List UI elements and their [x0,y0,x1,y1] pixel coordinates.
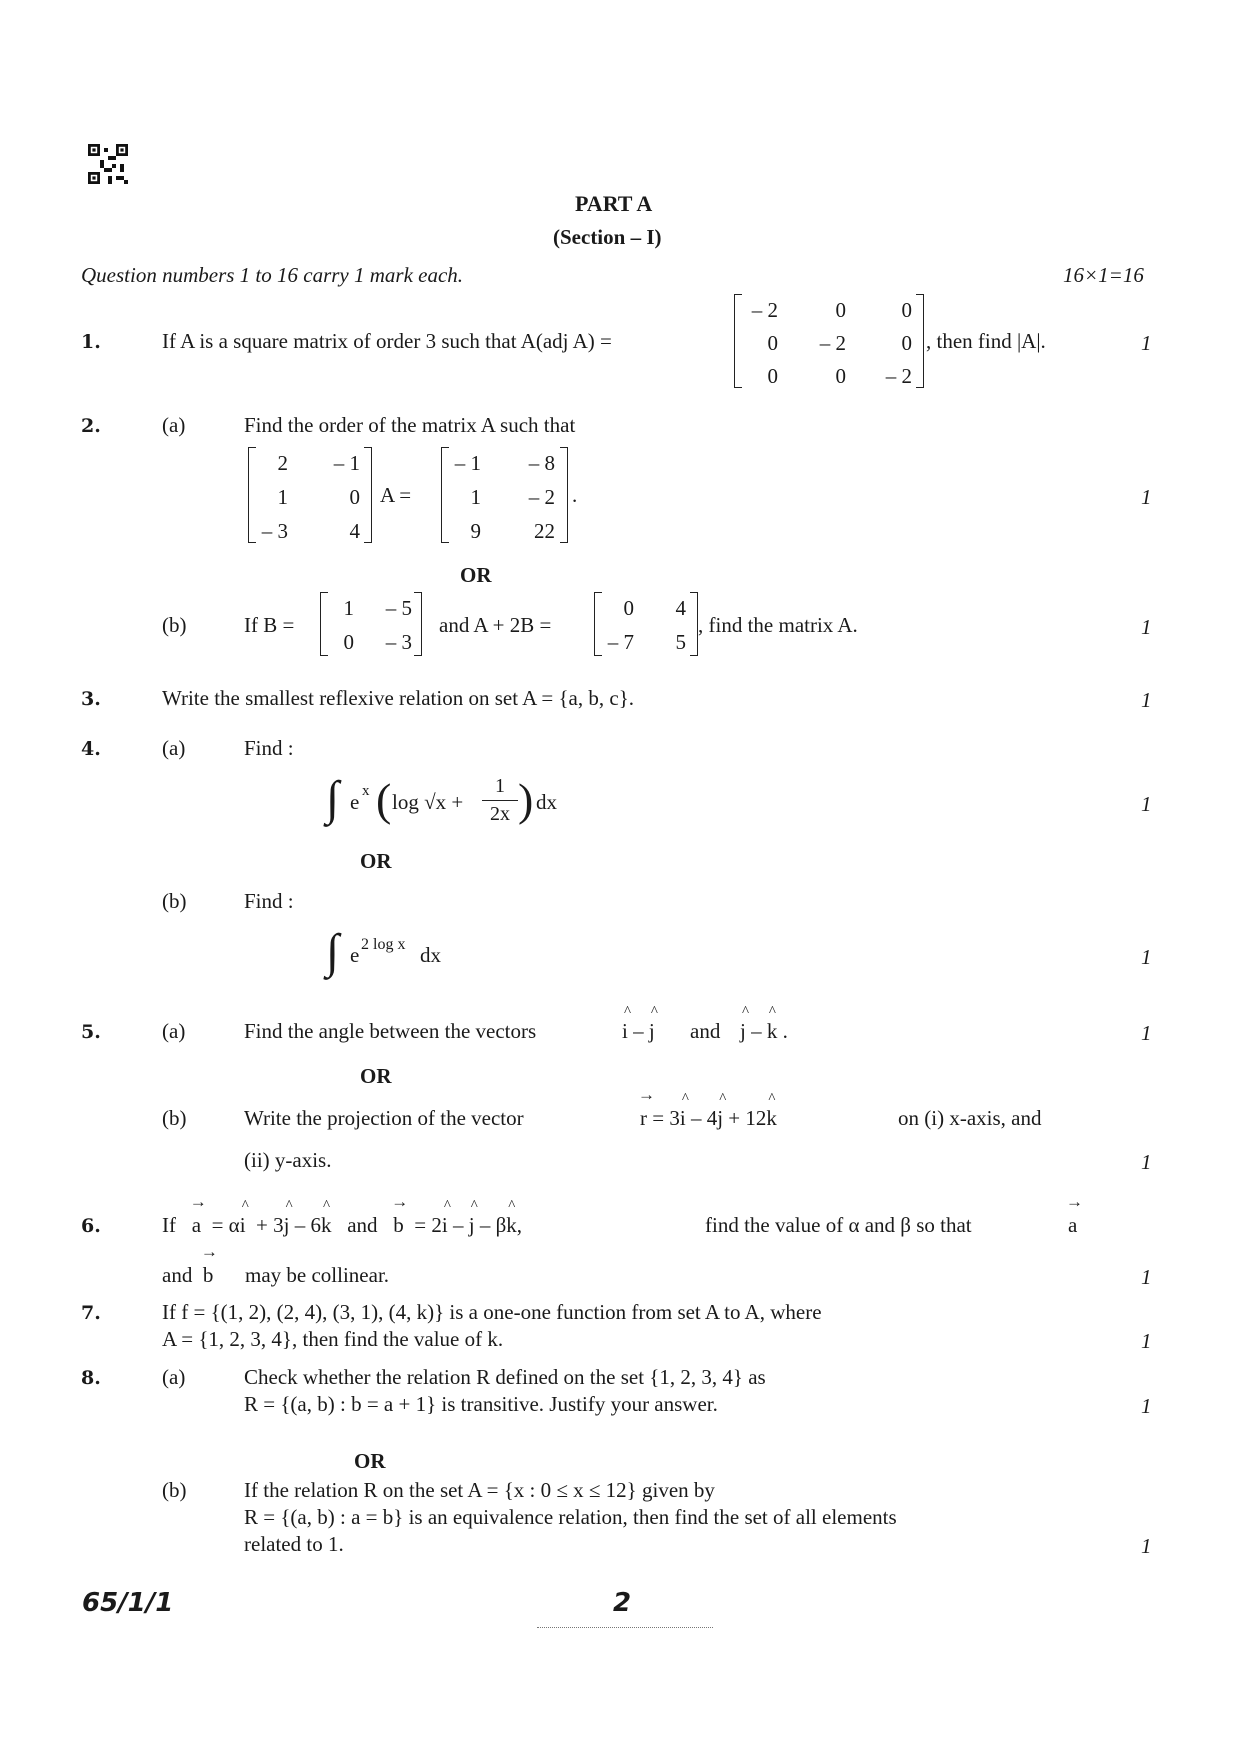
q4a-numerator: 1 [482,775,518,801]
q5b-mark: 1 [1141,1150,1152,1174]
q4a-dx: dx [536,790,557,814]
q4a-exponent: x [362,783,370,799]
q4a-integral-icon: ∫ [326,772,340,825]
q8a-line2: R = {(a, b) : b = a + 1} is transitive. Justify your answer. [244,1392,718,1416]
q4b-find: Find : [244,889,294,913]
q3-mark: 1 [1141,688,1152,712]
q5a-and: and [690,1019,721,1043]
q2b-label: (b) [162,613,187,637]
q2b-m2-cell: 5 [675,630,686,654]
q5-number: 5. [81,1021,101,1043]
q2a-text: Find the order of the matrix A such that [244,413,576,437]
q4a-log: log √x + [392,790,464,814]
q5b-text1: Write the projection of the vector [244,1106,524,1130]
q2-m1-cell: 0 [349,485,360,509]
q2-m2-cell: 9 [470,519,481,543]
q4a-denominator: 2x [490,803,510,825]
q4a-mark: 1 [1141,792,1152,816]
q5a-text: Find the angle between the vectors [244,1019,537,1043]
q8b-line1: If the relation R on the set A = {x : 0 ≤ x ≤ 12} given by [244,1478,715,1502]
q2b-m1-cell: 0 [343,630,354,654]
q7-line2: A = {1, 2, 3, 4}, then find the value of k. [162,1327,504,1351]
marks-total: 16×1=16 [1063,263,1144,287]
q5b-vector: r → = 3i ^ – 4j ^ + 12k ^ [638,1085,777,1130]
q8a-mark: 1 [1141,1394,1152,1418]
q5b-label: (b) [162,1106,187,1130]
q2b-m2-cell: 4 [675,596,686,620]
q2-m2-cell: 1 [470,485,481,509]
q2b-mark: 1 [1141,615,1152,639]
q1-m-22: – 2 [885,364,912,388]
q2b-text1: If B = [244,613,295,637]
q2-m1-cell: – 1 [333,451,360,475]
q8b-line3: related to 1. [244,1532,344,1556]
q8b-line2: R = {(a, b) : a = b} is an equivalence relation, then find the set of all elements [244,1505,897,1529]
q1-text-end: , then find |A|. [926,329,1046,353]
q2b-text3: , find the matrix A. [698,613,858,637]
q2-m2-cell: 22 [534,519,555,543]
q2a-end: . [572,483,578,507]
q1-m-20: 0 [767,364,778,388]
q2-m2-cell: – 2 [528,485,555,509]
q2a-label: (a) [162,413,186,437]
q8a-line1: Check whether the relation R defined on the set {1, 2, 3, 4} as [244,1365,766,1389]
q2-matrix-1 [248,447,372,543]
q2b-m1-cell: 1 [343,596,354,620]
q2-m2-cell: – 8 [528,451,555,475]
q2-or: OR [460,563,492,587]
q6-vectors: If a → = αi ^ + 3j ^ – 6k ^ and b → = 2i ^ – j ^ – βk ^ , [162,1192,523,1237]
q1-m-10: 0 [767,331,778,355]
q2-m1-cell: 1 [277,485,288,509]
q6-vec-a: a → [1066,1192,1083,1237]
q4a-paren-right: ) [518,774,534,825]
q4b-integral-icon: ∫ [326,925,340,978]
q4b-mark: 1 [1141,945,1152,969]
q7-number: 7. [81,1302,101,1324]
q4b-e: e [350,943,360,967]
q1-m-12: 0 [901,331,912,355]
q2-m2-cell: – 1 [454,451,481,475]
paper-code: 65/1/1 [82,1588,174,1618]
q4a-e: e [350,790,360,814]
q2a-mark: 1 [1141,485,1152,509]
q1-number: 1. [81,331,101,353]
q1-m-02: 0 [901,298,912,322]
q4a-fraction [482,775,518,826]
q8-number: 8. [81,1367,101,1389]
q8b-label: (b) [162,1478,187,1502]
q1-matrix [734,294,924,388]
q2b-matrix-1 [320,592,422,656]
q1-m-11: – 2 [819,331,846,355]
q2b-m1-cell: – 3 [385,630,412,654]
q4b-exponent: 2 log x [361,936,406,953]
q1-m-00: – 2 [751,298,778,322]
q6-text2: may be collinear. [245,1263,390,1287]
q6-text1: find the value of α and β so that [705,1213,972,1237]
q5b-text2: on (i) x-axis, and [898,1106,1042,1130]
footer-rule [537,1627,713,1628]
q4-or: OR [360,849,392,873]
q3-number: 3. [81,688,101,710]
section-title: (Section – I) [553,225,662,249]
q4-number: 4. [81,738,101,760]
q5a-vector-1: i ^ – j ^ [622,1004,658,1043]
q4b-dx: dx [420,943,441,967]
instruction: Question numbers 1 to 16 carry 1 mark each. [81,263,464,287]
q2-m1-cell: 4 [349,519,360,543]
page-number: 2 [613,1588,632,1618]
q8b-mark: 1 [1141,1534,1152,1558]
q6-number: 6. [81,1215,101,1237]
q2b-matrix-2 [594,592,698,656]
q4a-label: (a) [162,736,186,760]
q4a-find: Find : [244,736,294,760]
q1-m-21: 0 [835,364,846,388]
q7-line1: If f = {(1, 2), (2, 4), (3, 1), (4, k)} is a one-one function from set A to A, where [162,1300,822,1324]
q1-text: If A is a square matrix of order 3 such that A(adj A) = [162,329,612,353]
q2-m1-cell: 2 [277,451,288,475]
q8a-label: (a) [162,1365,186,1389]
q1-m-01: 0 [835,298,846,322]
q3-text: Write the smallest reflexive relation on set A = {a, b, c}. [162,686,635,710]
q6-mark: 1 [1141,1265,1152,1289]
q5b-text3: (ii) y-axis. [244,1148,332,1172]
q5a-vector-2: j ^ – k ^ . [740,1004,788,1043]
q2b-text2: and A + 2B = [439,613,552,637]
q6-and-b: and b → [162,1242,218,1287]
q2a-mid: A = [380,483,412,507]
q2b-m2-cell: 0 [623,596,634,620]
part-title: PART A [575,191,653,216]
q2-number: 2. [81,415,101,437]
q5a-mark: 1 [1141,1021,1152,1045]
q2-matrix-2 [441,447,568,543]
q4a-paren-left: ( [376,774,392,825]
q1-mark: 1 [1141,331,1152,355]
q2b-m2-cell: – 7 [607,630,634,654]
q8-or: OR [354,1449,386,1473]
q5-or: OR [360,1064,392,1088]
q5a-label: (a) [162,1019,186,1043]
q4b-label: (b) [162,889,187,913]
q7-mark: 1 [1141,1329,1152,1353]
q2-m1-cell: – 3 [261,519,288,543]
qr-code-icon [88,144,128,184]
q2b-m1-cell: – 5 [385,596,412,620]
